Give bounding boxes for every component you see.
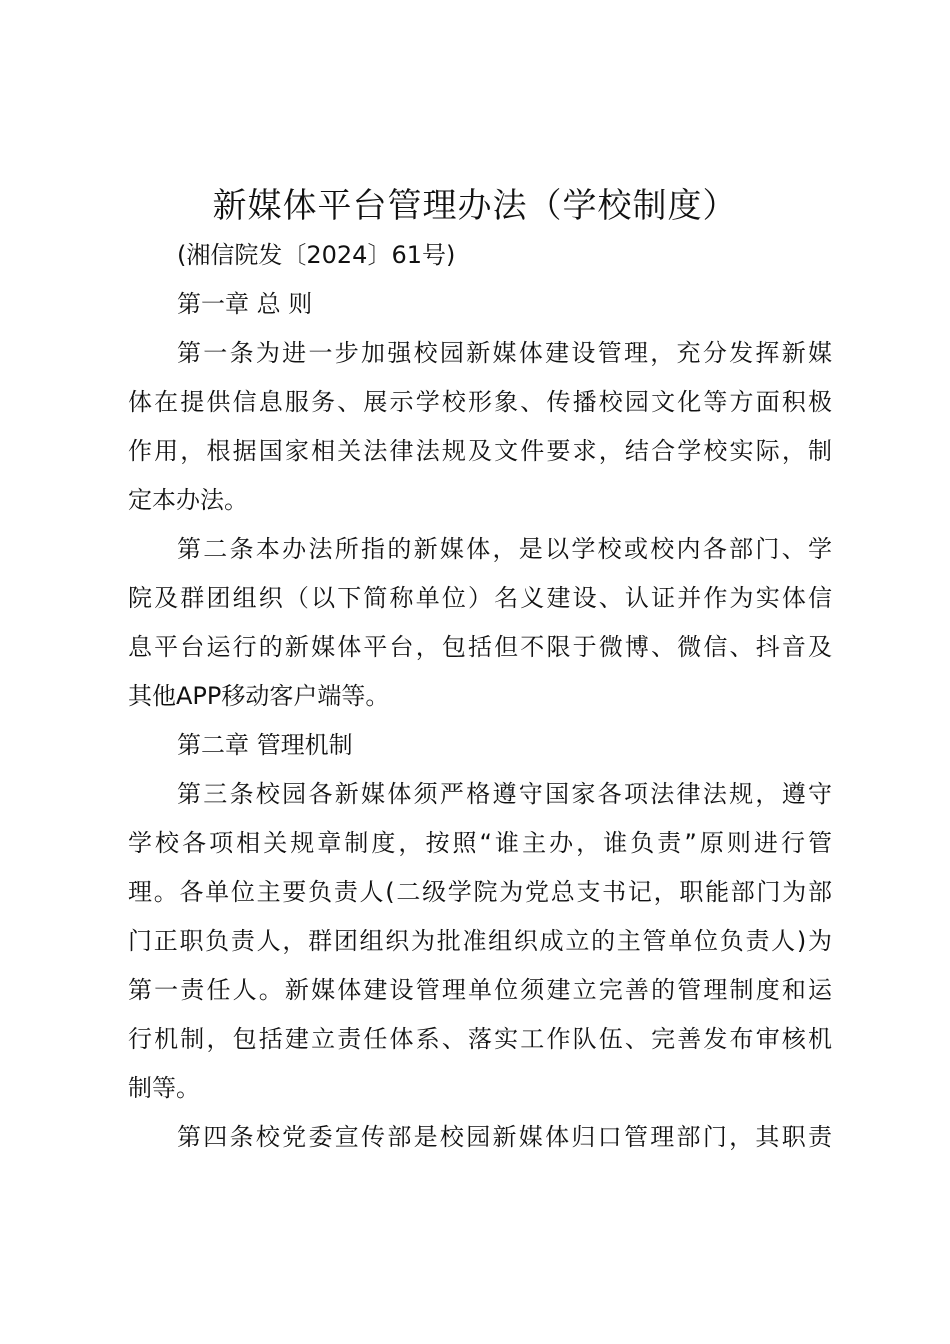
article-3-line: 第一责任人。新媒体建设管理单位须建立完善的管理制度和运	[128, 976, 832, 1004]
article-4-line: 第四条校党委宣传部是校园新媒体归口管理部门，其职责	[177, 1123, 832, 1151]
article-4	[128, 1113, 832, 1162]
article-2-line: 其他APP移动客户端等。	[128, 682, 390, 710]
article-3-line: 学校各项相关规章制度，按照“谁主办，谁负责”原则进行管	[128, 829, 832, 857]
article-1-line: 第一条为进一步加强校园新媒体建设管理，充分发挥新媒	[177, 339, 832, 367]
article-2	[128, 525, 832, 721]
document-number: (湘信院发〔2024〕61号)	[177, 241, 456, 269]
article-3-line: 理。各单位主要负责人(二级学院为党总支书记，职能部门为部	[128, 878, 832, 906]
article-2-line: 院及群团组织（以下简称单位）名义建设、认证并作为实体信	[128, 584, 832, 612]
article-1-line: 体在提供信息服务、展示学校形象、传播校园文化等方面积极	[128, 388, 832, 416]
article-1	[128, 329, 832, 525]
document-title: 新媒体平台管理办法（学校制度）	[212, 186, 738, 226]
article-3-line: 制等。	[128, 1074, 200, 1102]
article-2-line: 第二条本办法所指的新媒体，是以学校或校内各部门、学	[177, 535, 832, 563]
article-3-line: 门正职负责人，群团组织为批准组织成立的主管单位负责人)为	[128, 927, 832, 955]
chapter-1-heading: 第一章 总 则	[177, 290, 313, 318]
chapter-2-heading: 第二章 管理机制	[177, 731, 353, 759]
article-3-line: 第三条校园各新媒体须严格遵守国家各项法律法规，遵守	[177, 780, 832, 808]
article-2-line: 息平台运行的新媒体平台，包括但不限于微博、微信、抖音及	[128, 633, 832, 661]
article-3	[128, 770, 832, 1113]
article-1-line: 定本办法。	[128, 486, 248, 514]
article-3-line: 行机制，包括建立责任体系、落实工作队伍、完善发布审核机	[128, 1025, 832, 1053]
article-1-line: 作用，根据国家相关法律法规及文件要求，结合学校实际，制	[128, 437, 832, 465]
document-body	[128, 231, 832, 1162]
